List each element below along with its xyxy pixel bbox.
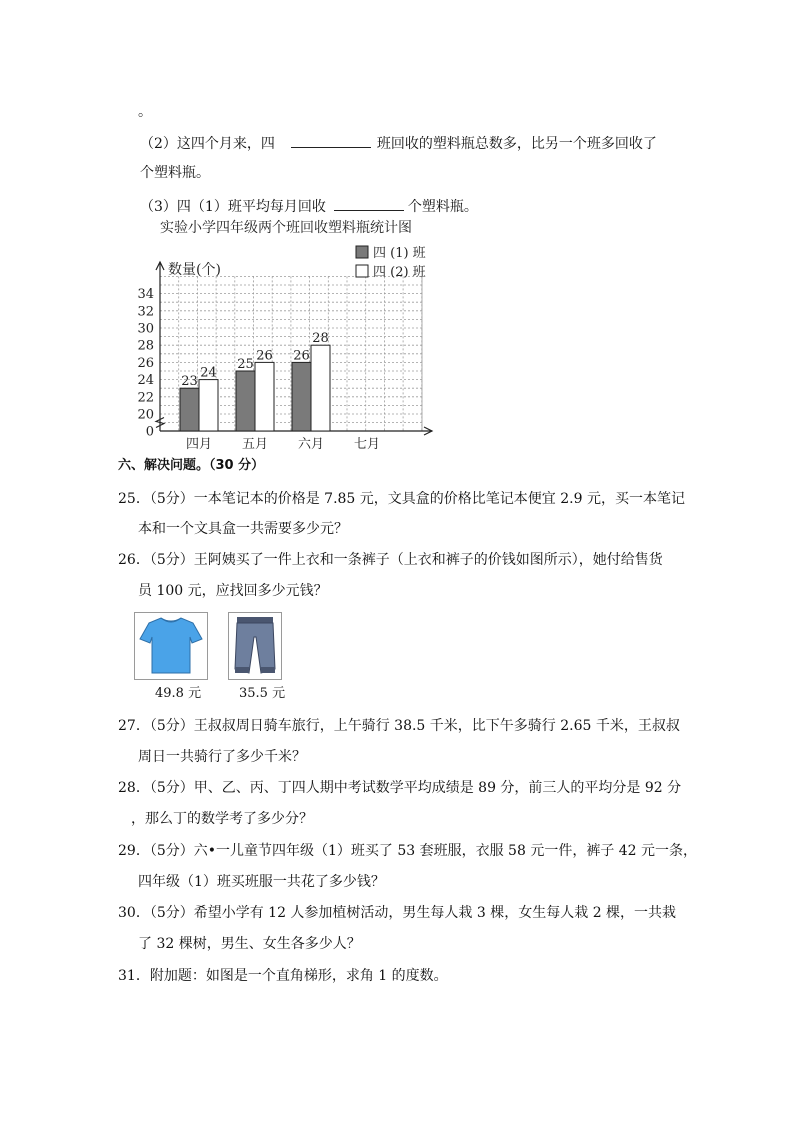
- pants-picture: [228, 612, 282, 680]
- bar-value-label: 26: [256, 348, 273, 364]
- x-tick-label: 七月: [353, 437, 381, 452]
- q25-line2: 本和一个文具盒一共需要多少元？: [138, 521, 348, 537]
- y-tick-label: 20: [137, 407, 154, 423]
- question-2-text-b: 班回收的塑料瓶总数多，比另一个班多回收了: [376, 136, 657, 152]
- shirt-picture: [134, 612, 208, 680]
- legend-swatch: [356, 246, 368, 258]
- y-tick-label: 24: [137, 373, 154, 389]
- section-6-heading: 六、解决问题。（30 分）: [118, 458, 265, 473]
- bar: [311, 345, 330, 431]
- q26-line1: 26．（5分）王阿姨买了一件上衣和一条裤子（上衣和裤子的价钱如图所示），她付给售货: [118, 552, 663, 568]
- answer-blank-3[interactable]: [334, 196, 404, 211]
- question-2-line2: 个塑料瓶。: [140, 165, 210, 181]
- bar: [180, 388, 199, 431]
- bar-value-label: 24: [200, 365, 217, 381]
- chart-y-ticks: [137, 287, 154, 439]
- legend-label: 四 (1) 班: [373, 246, 426, 261]
- question-2-text-a: （2）这四个月来，四: [140, 136, 275, 152]
- chart-title: 实验小学四年级两个班回收塑料瓶统计图: [160, 220, 412, 236]
- chart-x-ticks: [186, 437, 380, 452]
- y-tick-label: 22: [137, 390, 154, 406]
- pants-price: 35.5 元: [239, 686, 286, 701]
- bar: [236, 371, 255, 431]
- q29-line2: 四年级（1）班买班服一共花了多少钱？: [138, 874, 385, 890]
- y-tick-label: 28: [137, 338, 154, 354]
- q31-line1: 31．附加题：如图是一个直角梯形，求角 1 的度数。: [118, 968, 448, 984]
- legend-swatch: [356, 265, 368, 277]
- x-tick-label: 四月: [185, 437, 213, 452]
- q27-line2: 周日一共骑行了多少千米？: [138, 749, 306, 765]
- legend-label: 四 (2) 班: [373, 265, 426, 280]
- chart-bars: [180, 331, 330, 431]
- y-tick-label: 34: [137, 287, 154, 303]
- q30-line2: 了 32 棵树，男生、女生各多少人？: [138, 936, 361, 952]
- q28-line1: 28．（5分）甲、乙、丙、丁四人期中考试数学平均成绩是 89 分，前三人的平均分是 92 分: [118, 780, 682, 796]
- bar: [199, 380, 218, 431]
- y-tick-label: 32: [137, 304, 154, 320]
- bar-value-label: 23: [181, 374, 198, 390]
- bar-value-label: 28: [312, 331, 329, 347]
- axis-break-mark: [156, 418, 164, 428]
- answer-blank-2a[interactable]: [291, 133, 371, 148]
- q28-line2: ，那么丁的数学考了多少分？: [131, 811, 313, 827]
- y-tick-label: 26: [137, 355, 154, 371]
- q25-line1: 25．（5分）一本笔记本的价格是 7.85 元，文具盒的价格比笔记本便宜 2.9 元，买一本笔记: [118, 491, 685, 507]
- chart-ylabel: 数量(个): [168, 262, 221, 278]
- bar-value-label: 26: [293, 348, 310, 364]
- shirt-icon: [135, 613, 207, 679]
- question-3-text-a: （3）四（1）班平均每月回收: [140, 199, 326, 215]
- x-tick-label: 六月: [297, 437, 325, 452]
- y-tick-label: 30: [137, 321, 154, 337]
- question-3-text-b: 个塑料瓶。: [407, 199, 478, 215]
- bar: [292, 362, 311, 431]
- y-tick-label: 0: [145, 424, 154, 440]
- shirt-price: 49.8 元: [155, 686, 202, 701]
- chart-legend: [356, 246, 426, 280]
- question-2-line1: [140, 133, 657, 154]
- q29-line1: 29．（5分）六•一儿童节四年级（1）班买了 53 套班服，衣服 58 元一件，裤子 42 元一条，: [118, 843, 698, 859]
- q27-line1: 27．（5分）王叔叔周日骑车旅行，上午骑行 38.5 千米，比下午多骑行 2.65 千米，王叔叔: [118, 718, 680, 734]
- pants-icon: [229, 613, 281, 679]
- top-fragment: 。: [138, 104, 152, 120]
- bar-value-label: 25: [237, 357, 254, 372]
- bar-chart: [130, 214, 450, 454]
- bar: [255, 362, 274, 431]
- x-tick-label: 五月: [241, 437, 269, 452]
- q26-line2: 员 100 元，应找回多少元钱？: [138, 583, 328, 599]
- q30-line1: 30．（5分）希望小学有 12 人参加植树活动，男生每人栽 3 棵，女生每人栽 2 棵，一共栽: [118, 905, 677, 921]
